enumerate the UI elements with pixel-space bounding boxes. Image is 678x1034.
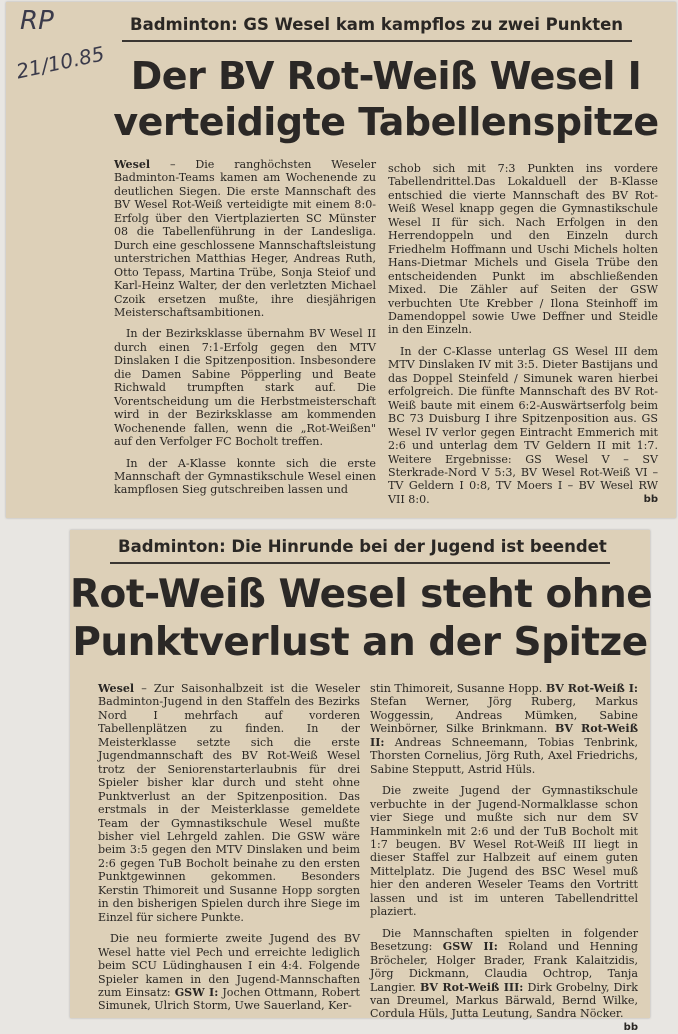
team-label: BV Rot-Weiß I: <box>545 682 638 695</box>
article-kicker: Badminton: GS Wesel kam kampflos zu zwei Punkten <box>130 15 624 34</box>
author-signature: bb <box>623 1021 638 1033</box>
paragraph: Die zweite Jugend der Gymnastikschule verbuchte in der Jugend-Normalklasse schon vier Siege und mußte sich nur dem SV Hamminkeln mit 2:6 und der TuB Bocholt mit 1:7 beugen. BV Wesel Rot-Weiß III liegt in dieser Staffel zur Halbzeit auf einem guten Mittelplatz. Die Jugend des BSC Wesel muß hier den anderen Weseler Teams den Vortritt lassen und ist im unteren Tabellendrittel plaziert. <box>370 784 638 919</box>
article-clipping-2 <box>70 530 653 1033</box>
paragraph-text: stin Thimoreit, Susanne Hopp. <box>370 682 546 695</box>
headline-line-2: verteidigte Tabellenspitze <box>113 100 659 144</box>
paragraph <box>98 932 360 1013</box>
paragraph: In der Bezirksklasse übernahm BV Wesel II durch einen 7:1-Erfolg gegen den MTV Dinslaken I die Spitzenposition. Insbesondere die Damen Sabine Pöpperling und Beate Richwald trumpften stark auf. Die Vorentscheidung um die Herbstmeisterschaft wird in der Bezirksklasse am kommenden Wochenende fallen, wenn die „Rot-Weißen" auf den Verfolger FC Bocholt treffen. <box>114 327 376 449</box>
kicker-rule <box>110 562 610 564</box>
paragraph-text: – Zur Saisonhalbzeit ist die Weseler Badminton-Jugend in den Staffeln des Bezirks Nord I mehrfach auf vorderen Tabellenplätzen zu finden. In der Meisterklasse setzte sich die erste Jugendmannschaft des BV Rot-Weiß Wesel trotz der Seniorenstarterlaubnis für drei Spieler bisher klar durch und steht ohne Punktverlust an der Spitzenposition. Das erstmals in der Meisterklasse gemeldete Team der Gymnastikschule Wesel mußte bisher viel Lehrgeld zahlen. Die GSW wäre beim 3:5 gegen den MTV Dinslaken und beim 2:6 gegen TuB Bocholt beinahe zu den ersten Punktgewinnen gekommen. Besonders Kerstin Thimoreit und Susanne Hopp sorgten in den bisherigen Spielen durch ihre Siege im Einzel für sichere Punkte. <box>98 682 360 924</box>
article-column-left <box>114 158 376 497</box>
kicker-rule <box>122 40 632 42</box>
team-label: GSW I: <box>174 985 219 999</box>
handwritten-annotation <box>10 6 120 106</box>
paragraph-text: – Die ranghöchsten Weseler Badminton-Teams kamen am Wochenende zu deutlichen Siegen. Die erste Mannschaft des BV Wesel Rot-Weiß verteidigte mit einem 8:0-Erfolg über den Viertplazierten SC Münster 08 die Tabellenführung in der Landesliga. Durch eine geschlossene Mannschaftsleistung unterstrichen Matthias Heger, Andreas Ruth, Otto Tepass, Martina Trübe, Sonja Steiof und Karl-Heinz Walter, der den verletzten Michael Czoik ersetzen mußte, ihre diesjährigen Meisterschaftsambitionen. <box>114 158 376 319</box>
paragraph-text: In der C-Klasse unterlag GS Wesel III dem MTV Dinslaken IV mit 3:5. Dieter Bastijans und das Doppel Steinfeld / Simunek waren hierbei erfolgreich. Die fünfte Mannschaft des BV Rot-Weiß baute mit einem 6:2-Auswärtserfolg beim BC 73 Duisburg I ihre Spitzenposition aus. GS Wesel IV verlor gegen Eintracht Emmerich mit 2:6 und unterlag dem TV Geldern II mit 1:7. Weitere Ergebnisse: GS Wesel V – SV Sterkrade-Nord V 5:3, BV Wesel Rot-Weiß VI – TV Geldern I 0:8, TV Moers I – BV Wesel RW VII 8:0. <box>388 344 658 506</box>
paragraph-text: Jochen Ottmann, Robert Simunek, Ulrich Storm, Uwe Sauerland, Ker- <box>98 985 360 1013</box>
paragraph <box>98 682 360 924</box>
team-label: BV Rot-Weiß III: <box>420 980 524 994</box>
dateline: Wesel <box>98 682 135 695</box>
paragraph <box>114 158 376 319</box>
article-clipping-1 <box>6 2 676 518</box>
paragraph-text: Die Mannschaften spielten in folgender Besetzung: <box>370 926 638 954</box>
headline-line-1: Der BV Rot-Weiß Wesel I <box>130 54 642 98</box>
paragraph: schob sich mit 7:3 Punkten ins vordere Tabellendrittel.Das Lokalduell der B-Klasse entschied die vierte Mannschaft des BV Rot-Weiß Wesel knapp gegen die Gymnastikschule Wesel II für sich. Nach Erfolgen in den Herrendoppeln und den Einzeln durch Friedhelm Hoffmann und Uschi Michels holten Hans-Dietmar Michels und Gisela Trübe den entscheidenden Punkt im abschließenden Mixed. Die Zähler auf Seiten der GSW verbuchten Ute Krebber / Ilona Steinhoff im Damendoppel sowie Uwe Deffner und Steidle in den Einzeln. <box>388 162 658 337</box>
article-column-left <box>98 682 360 1013</box>
team-label: BV Rot-Weiß II: <box>370 722 638 749</box>
paragraph-text: Dirk Grobelny, Dirk van Dreumel, Markus Bärwald, Bernd Wilke, Cordula Hüls, Jutta Leutung, Sandra Nöcker. <box>370 980 638 1021</box>
article-kicker: Badminton: Die Hinrunde bei der Jugend ist beendet <box>118 537 607 556</box>
paragraph-text: Stefan Werner, Jörg Ruberg, Markus Woggessin, Andreas Mümken, Sabine Weinbörner, Silke Brinkmann. <box>370 695 638 736</box>
paragraph: In der A-Klasse konnte sich die erste Mannschaft der Gymnastikschule Wesel einen kampflosen Sieg gutschreiben lassen und <box>114 456 376 497</box>
article-column-right <box>388 162 658 506</box>
handwritten-date: 21/10.85 <box>14 41 107 84</box>
paragraph-text: Andreas Schneemann, Tobias Tenbrink, Thorsten Cornelius, Jörg Ruth, Axel Friedrichs, Sabine Stepputt, Astrid Hüls. <box>370 735 638 776</box>
headline-line-1: Rot-Weiß Wesel steht ohne <box>70 572 653 617</box>
handwritten-source: RP <box>20 6 54 36</box>
article-column-right <box>370 682 638 1034</box>
author-signature: bb <box>643 493 658 505</box>
paragraph <box>388 345 658 506</box>
paragraph <box>370 682 638 776</box>
paragraph-text: Roland und Henning Bröcheler, Holger Brader, Frank Kalaitzidis, Jörg Dickmann, Claudia Ochtrop, Tanja Langier. <box>370 940 638 994</box>
headline-line-2: Punktverlust an der Spitze <box>72 620 648 665</box>
paragraph <box>370 926 638 1033</box>
paragraph-text: Die neu formierte zweite Jugend des BV Wesel hatte viel Pech und erreichte lediglich beim SCU Lüdinghausen I ein 4:4. Folgende Spieler kamen in den Jugend-Mannschaften zum Einsatz: <box>98 932 360 999</box>
dateline: Wesel <box>114 158 151 171</box>
team-label: GSW II: <box>442 940 498 954</box>
